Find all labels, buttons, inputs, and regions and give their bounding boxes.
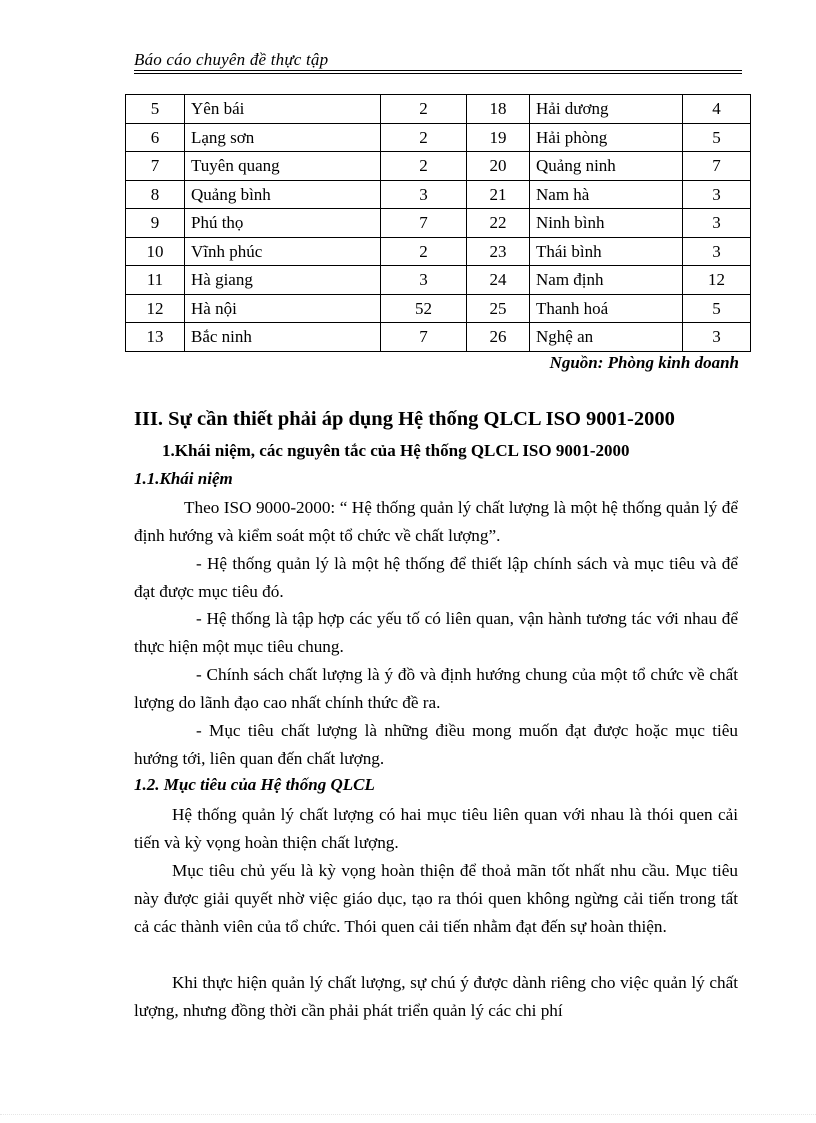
table-row (126, 209, 751, 238)
table-row (126, 95, 751, 124)
footer-rule (0, 1114, 816, 1115)
paragraph: Khi thực hiện quản lý chất lượng, sự chú ý được dành riêng cho việc quản lý chất lượng, nhưng đồng thời cần phải phát triển quản lý các chi phí (134, 973, 738, 1020)
subsection-title-concept: 1.1.Khái niệm (134, 469, 233, 488)
cell-province-right: Hải dương (530, 95, 683, 124)
table-row (126, 294, 751, 323)
cell-index-right: 20 (467, 152, 530, 181)
cell-count-left: 7 (381, 323, 467, 352)
paragraph: Hệ thống quản lý chất lượng có hai mục tiêu liên quan với nhau là thói quen cải tiến và kỳ vọng hoàn thiện chất lượng. (134, 805, 738, 852)
paragraph: - Chính sách chất lượng là ý đồ và định hướng chung của một tổ chức về chất lượng do lãnh đạo cao nhất chính thức đề ra. (134, 665, 738, 712)
cell-count-left: 3 (381, 266, 467, 295)
cell-province-right: Quảng ninh (530, 152, 683, 181)
cell-count-left: 2 (381, 123, 467, 152)
cell-count-right: 3 (683, 323, 751, 352)
table-row (126, 180, 751, 209)
cell-index-right: 22 (467, 209, 530, 238)
cell-index-left: 13 (126, 323, 185, 352)
cell-count-left: 7 (381, 209, 467, 238)
cell-index-left: 6 (126, 123, 185, 152)
cell-index-right: 23 (467, 237, 530, 266)
cell-index-right: 25 (467, 294, 530, 323)
cell-province-left: Hà nội (185, 294, 381, 323)
cell-count-right: 3 (683, 237, 751, 266)
cell-index-left: 12 (126, 294, 185, 323)
cell-province-left: Phú thọ (185, 209, 381, 238)
cell-province-right: Nghệ an (530, 323, 683, 352)
province-count-table (125, 94, 751, 352)
cell-province-right: Thái bình (530, 237, 683, 266)
subsection-heading: 1.Khái niệm, các nguyên tắc của Hệ thống QLCL ISO 9001-2000 (162, 441, 630, 460)
cell-index-left: 5 (126, 95, 185, 124)
cell-province-left: Yên bái (185, 95, 381, 124)
paragraph: - Mục tiêu chất lượng là những điều mong muốn đạt được hoặc mục tiêu hướng tới, liên quan đến chất lượng. (134, 721, 738, 768)
cell-province-right: Thanh hoá (530, 294, 683, 323)
table-source-note: Nguồn: Phòng kinh doanh (549, 353, 739, 372)
cell-count-right: 12 (683, 266, 751, 295)
paragraph: - Hệ thống là tập hợp các yếu tố có liên quan, vận hành tương tác với nhau để thực hiện một mục tiêu chung. (134, 609, 738, 656)
paragraph: Theo ISO 9000-2000: “ Hệ thống quản lý chất lượng là một hệ thống quản lý để định hướng và kiểm soát một tổ chức về chất lượng”. (134, 498, 738, 545)
cell-count-right: 4 (683, 95, 751, 124)
cell-count-right: 5 (683, 294, 751, 323)
cell-index-right: 26 (467, 323, 530, 352)
cell-province-right: Hải phòng (530, 123, 683, 152)
table-row (126, 323, 751, 352)
header-rule-bottom (134, 73, 742, 74)
table-row (126, 237, 751, 266)
cell-count-left: 2 (381, 237, 467, 266)
cell-province-left: Vĩnh phúc (185, 237, 381, 266)
subsection-title-objectives: 1.2. Mục tiêu của Hệ thống QLCL (134, 775, 375, 794)
cell-count-right: 3 (683, 209, 751, 238)
cell-index-right: 19 (467, 123, 530, 152)
cell-count-left: 2 (381, 152, 467, 181)
cell-province-left: Bắc ninh (185, 323, 381, 352)
cell-count-right: 3 (683, 180, 751, 209)
running-header: Báo cáo chuyên đề thực tập (134, 50, 329, 69)
cell-count-right: 5 (683, 123, 751, 152)
cell-count-left: 3 (381, 180, 467, 209)
cell-index-right: 24 (467, 266, 530, 295)
cell-province-right: Ninh bình (530, 209, 683, 238)
cell-index-left: 8 (126, 180, 185, 209)
table-row (126, 123, 751, 152)
cell-index-left: 11 (126, 266, 185, 295)
cell-province-left: Quảng bình (185, 180, 381, 209)
cell-index-right: 18 (467, 95, 530, 124)
paragraph: Mục tiêu chủ yếu là kỳ vọng hoàn thiện để thoả mãn tốt nhất nhu cầu. Mục tiêu này được giải quyết nhờ việc giáo dục, tạo ra thói quen không ngừng cải tiến trong tất cả các thành viên của tổ chức. Thói quen cải tiến nhằm đạt đến sự hoàn thiện. (134, 861, 738, 936)
paragraph: - Hệ thống quản lý là một hệ thống để thiết lập chính sách và mục tiêu và để đạt được mục tiêu đó. (134, 554, 738, 601)
cell-index-left: 9 (126, 209, 185, 238)
header-rule-top (134, 70, 742, 71)
cell-index-right: 21 (467, 180, 530, 209)
cell-count-left: 52 (381, 294, 467, 323)
table-row (126, 152, 751, 181)
section-heading: III. Sự cần thiết phải áp dụng Hệ thống QLCL ISO 9001-2000 (134, 408, 675, 430)
cell-province-right: Nam hà (530, 180, 683, 209)
cell-province-left: Lạng sơn (185, 123, 381, 152)
cell-index-left: 10 (126, 237, 185, 266)
cell-province-right: Nam định (530, 266, 683, 295)
cell-province-left: Tuyên quang (185, 152, 381, 181)
cell-index-left: 7 (126, 152, 185, 181)
table-row (126, 266, 751, 295)
cell-count-right: 7 (683, 152, 751, 181)
cell-count-left: 2 (381, 95, 467, 124)
cell-province-left: Hà giang (185, 266, 381, 295)
